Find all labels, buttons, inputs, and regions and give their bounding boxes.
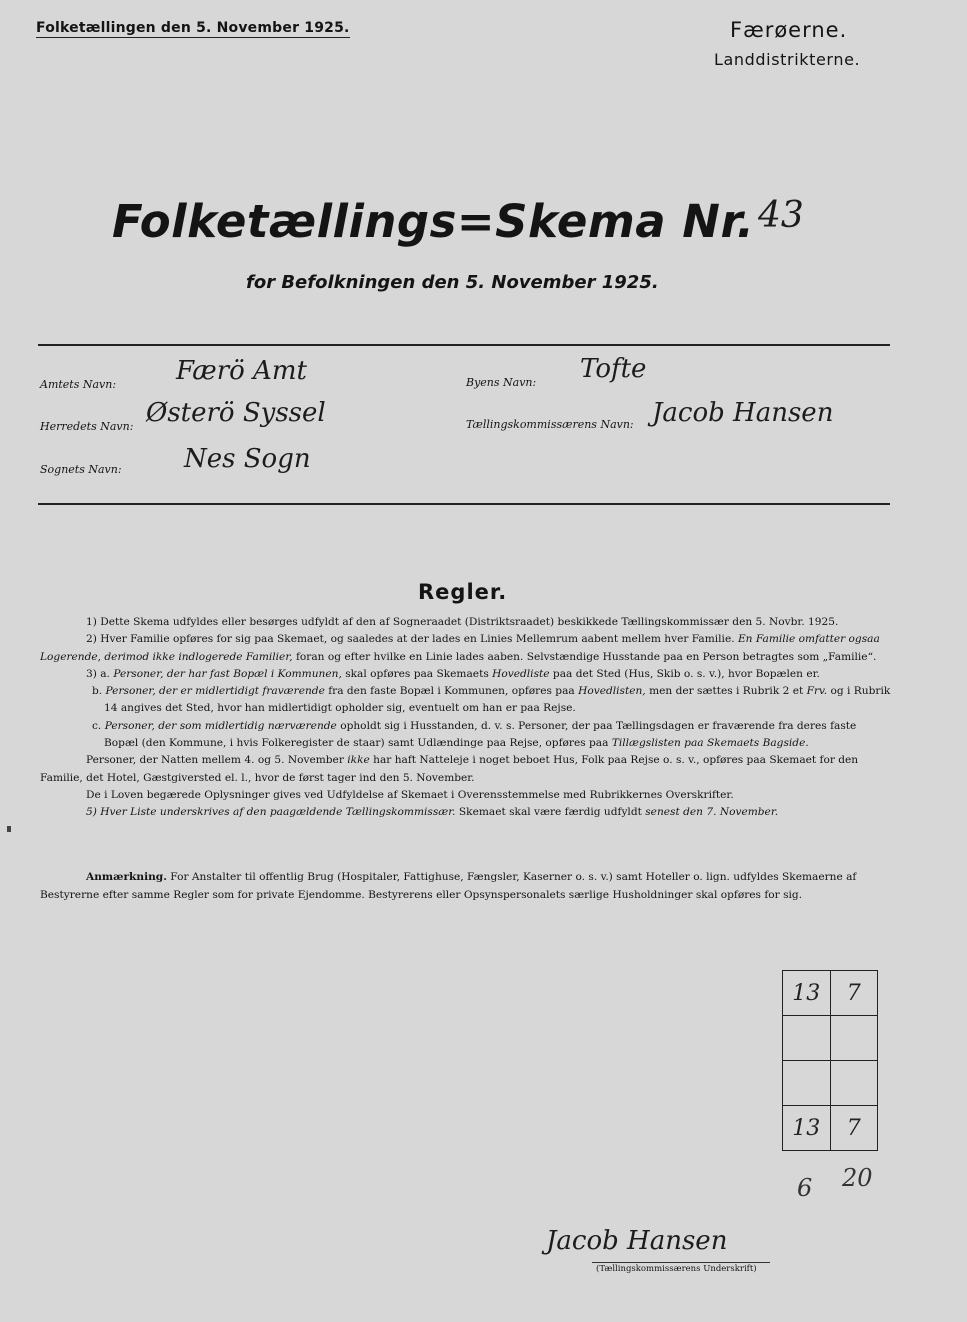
- tally-cell: 13: [783, 1106, 831, 1151]
- tally-cell: 7: [830, 1106, 878, 1151]
- by-value: Tofte: [580, 354, 647, 384]
- tally-row: [783, 1106, 878, 1151]
- sogn-label: Sognets Navn:: [40, 463, 122, 476]
- form-title: Folketællings=Skema Nr.: [112, 195, 755, 248]
- tally-cell: [783, 1061, 831, 1106]
- tally-total-right: 20: [842, 1164, 873, 1192]
- tally-row: [783, 971, 878, 1016]
- by-label: Byens Navn:: [466, 376, 537, 389]
- tally-cell: [783, 1016, 831, 1061]
- rule-3a: 3) a. Personer, der har fast Bopæl i Kommunen, skal opføres paa Skemaets Hovedliste paa det Sted (Hus, Skib o. s. v.), hvor Bopælen er.: [86, 667, 820, 680]
- rule-3c: c. Personer, der som midlertidig nærværende opholdt sig i Husstanden, d. v. s. Personer, der paa Tællingsdagen er fraværende fra deres faste Bopæl (den Kommune, i hvis Folkeregister de staar) samt Udlændinge paa Rejse, opføres paa Tillægslisten paa Skemaets Bagside.: [92, 719, 857, 750]
- tally-cell: [830, 1061, 878, 1106]
- kommissaer-label: Tællingskommissærens Navn:: [466, 418, 634, 431]
- divider-bottom: [38, 503, 890, 505]
- signature-caption: (Tællingskommissærens Underskrift): [596, 1264, 757, 1274]
- region-header: Færøerne.: [730, 18, 848, 42]
- tally-row: [783, 1061, 878, 1106]
- rule-1: 1) Dette Skema udfyldes eller besørges udfyldt af den af Sogneraadet (Distriktsraadet) beskikkede Tællingskommissær den 5. Novbr. 1925.: [86, 616, 839, 628]
- rule-3d: Personer, der Natten mellem 4. og 5. November ikke har haft Natteleje i noget beboet Hus, Folk paa Rejse o. s. v., opføres paa Skemaet for den Familie, det Hotel, Gæstgiversted el. l., hvor de først tager ind den 5. November.: [40, 754, 859, 784]
- form-number: 43: [758, 195, 804, 236]
- herred-value: Østerö Syssel: [146, 398, 326, 428]
- tally-row: [783, 1016, 878, 1061]
- rule-3b: b. Personer, der er midlertidigt fraværende fra den faste Bopæl i Kommunen, opføres paa Hovedlisten, men der sættes i Rubrik 2 et Frv. og i Rubrik 14 angives det Sted, hvor han midlertidigt opholder sig, eventuelt om han er paa Rejse.: [92, 685, 891, 715]
- signature: Jacob Hansen: [546, 1226, 728, 1256]
- sogn-value: Nes Sogn: [184, 444, 311, 474]
- divider-top: [38, 344, 890, 346]
- herred-label: Herredets Navn:: [40, 420, 134, 433]
- rule-5: 5) Hver Liste underskrives af den paagældende Tællingskommissær. Skemaet skal være færdig udfyldt senest den 7. November.: [86, 806, 779, 819]
- kommissaer-value: Jacob Hansen: [652, 398, 834, 428]
- rules-text: [40, 614, 892, 822]
- amt-value: Færö Amt: [176, 356, 307, 386]
- annotation-note: [40, 868, 892, 904]
- tally-total-left: 6: [797, 1174, 813, 1202]
- form-subtitle: for Befolkningen den 5. November 1925.: [246, 272, 659, 293]
- rules-heading: Regler.: [418, 580, 508, 604]
- note-label: Anmærkning.: [86, 871, 167, 883]
- tally-cell: 7: [830, 971, 878, 1016]
- amt-label: Amtets Navn:: [40, 378, 117, 391]
- census-date-header: Folketællingen den 5. November 1925.: [36, 20, 350, 36]
- margin-mark: [7, 826, 11, 832]
- signature-line: [592, 1262, 770, 1263]
- tally-box: [782, 970, 878, 1151]
- note-text: For Anstalter til offentlig Brug (Hospitaler, Fattighuse, Fængsler, Kaserner o. s. v.) samt Hoteller o. lign. udfyldes Skemaerne af Bestyrerne efter samme Regler som for private Ejendomme. Bestyrerens eller Opsynspersonalets særlige Husholdninger skal opføres for sig.: [40, 871, 857, 901]
- tally-cell: 13: [783, 971, 831, 1016]
- rule-4: De i Loven begærede Oplysninger gives ved Udfyldelse af Skemaet i Overensstemmelse med Rubrikkernes Overskrifter.: [86, 788, 734, 801]
- tally-cell: [830, 1016, 878, 1061]
- district-type-header: Landdistrikterne.: [714, 50, 861, 69]
- rule-2: 2) Hver Familie opføres for sig paa Skemaet, og saaledes at der lades en Linies Mellemrum aabent mellem hver Familie. En Familie omfatter ogsaa Logerende, derimod ikke indlogerede Familier, foran og efter hvilke en Linie lades aaben. Selvstændige Husstande paa en Person betragtes som „Familie“.: [40, 633, 880, 663]
